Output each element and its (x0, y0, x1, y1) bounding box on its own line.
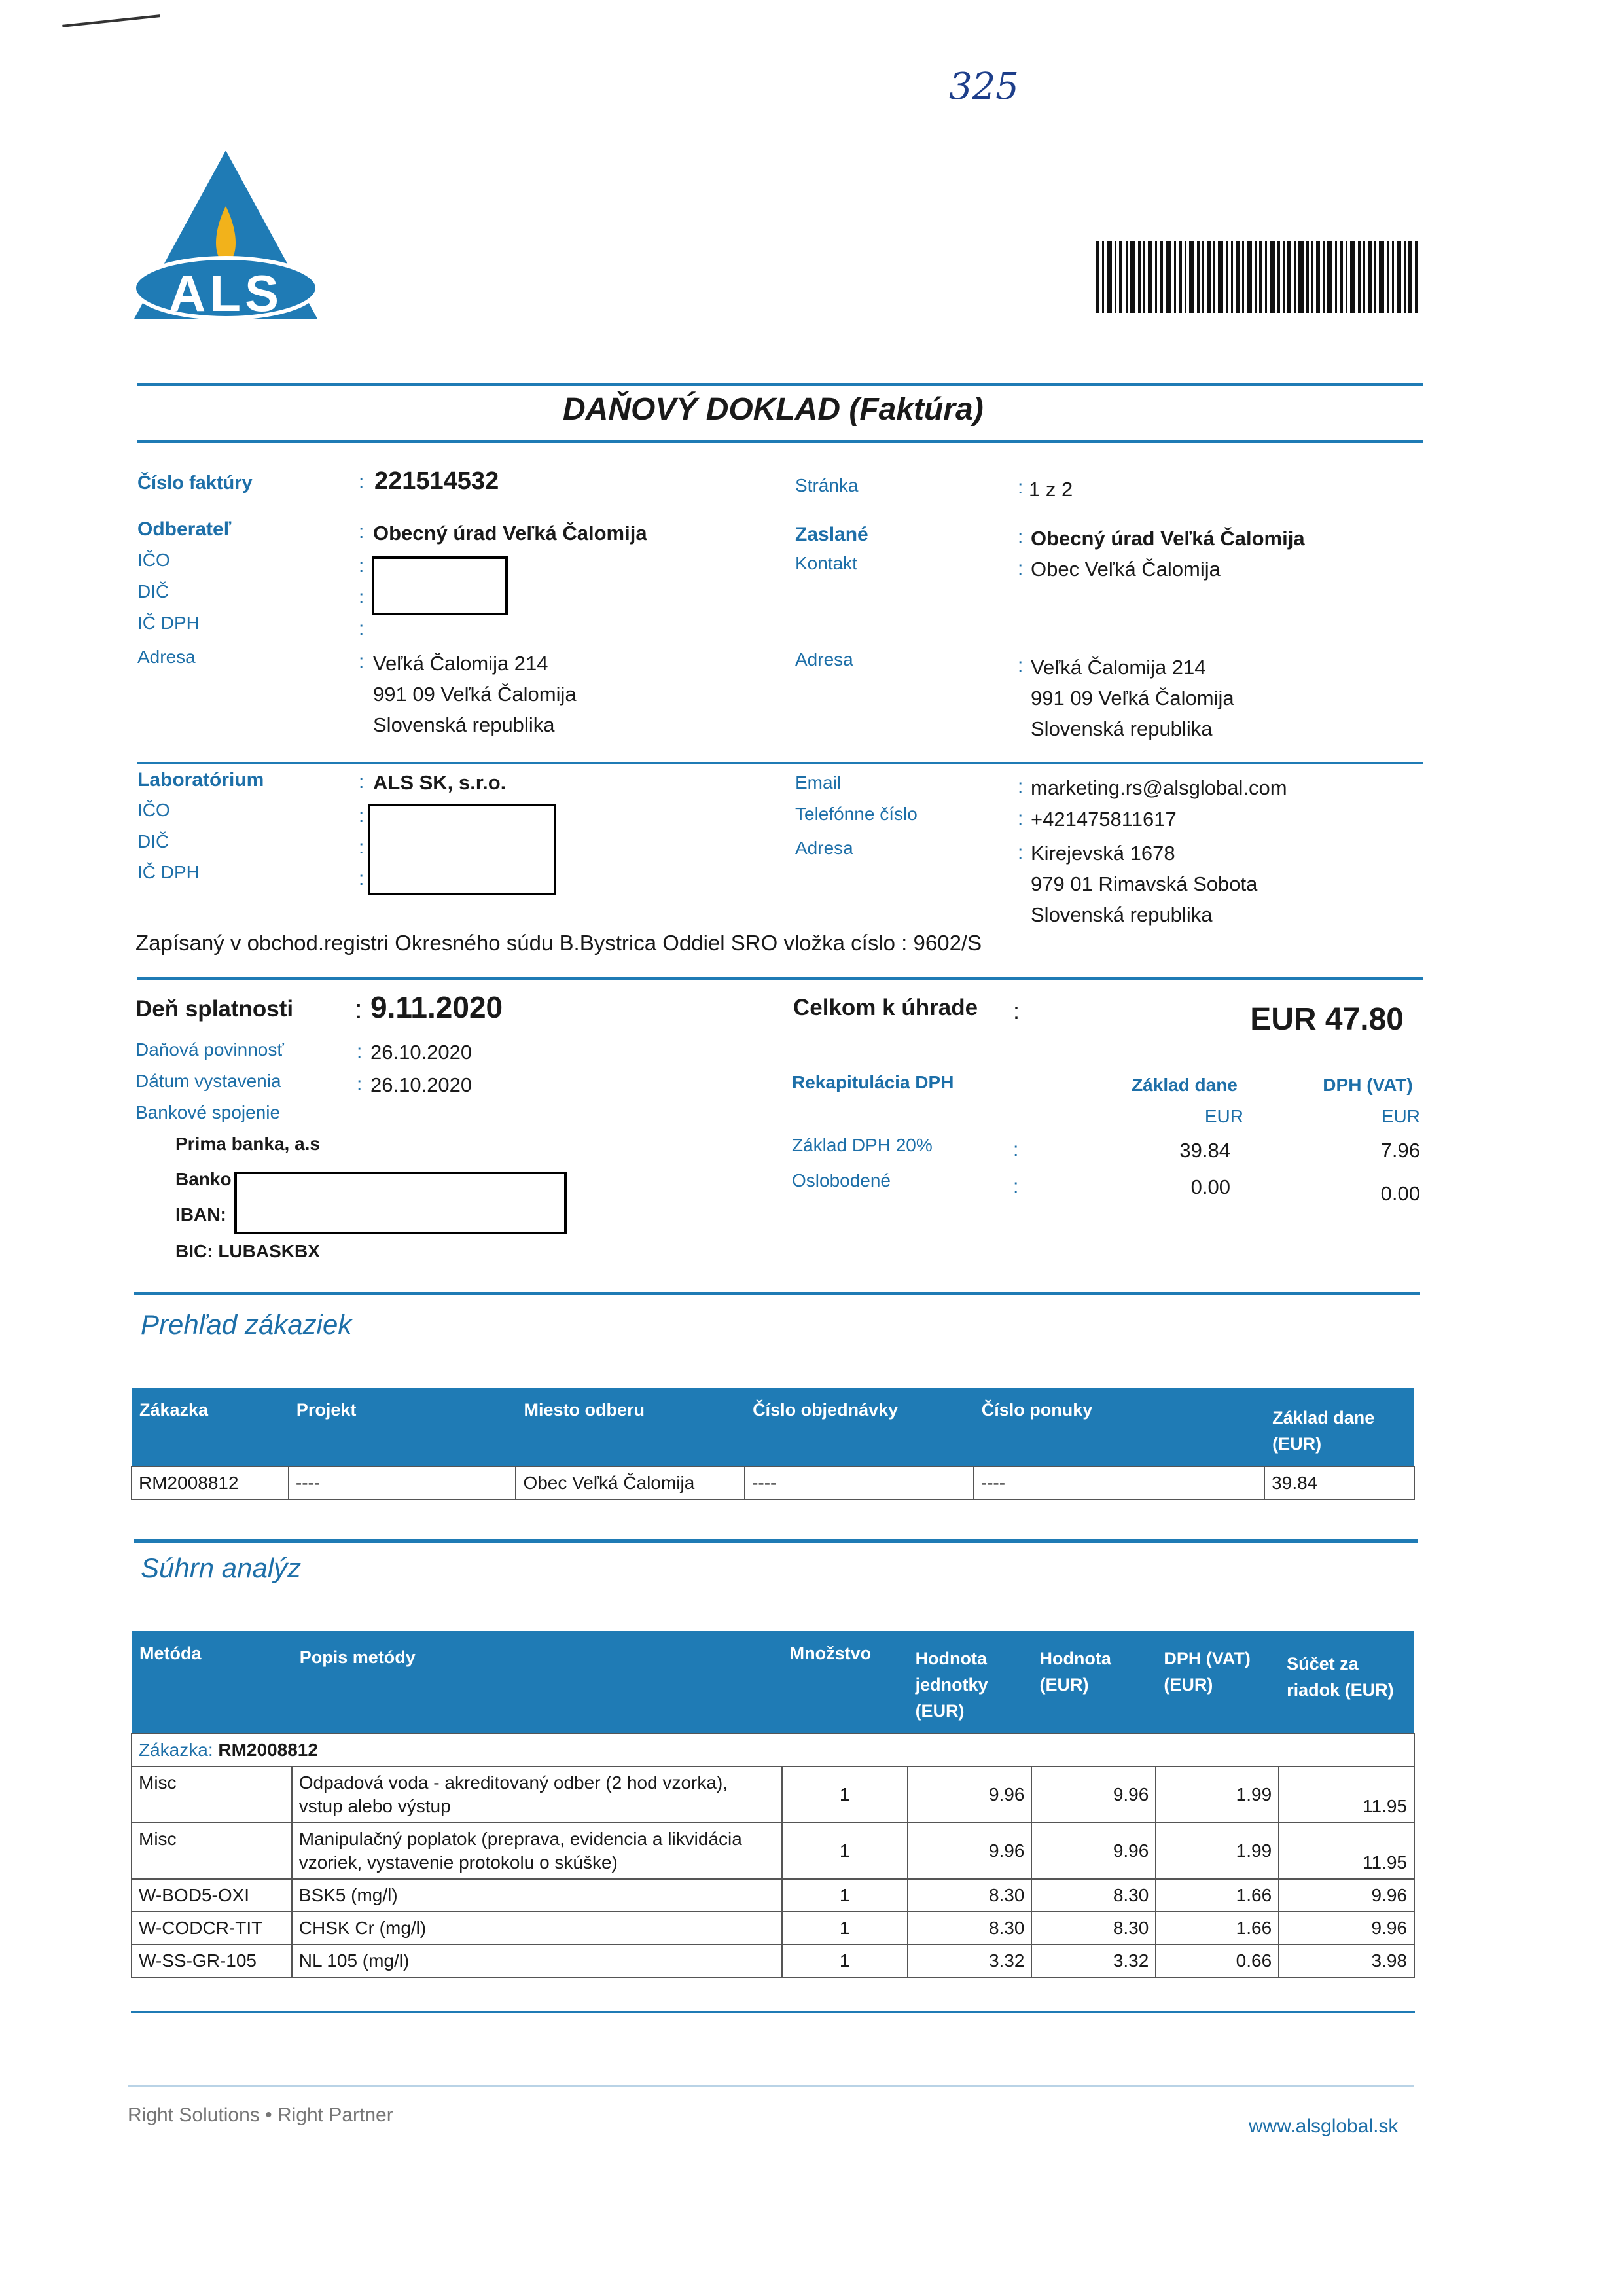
analyses-cell-method: W-BOD5-OXI (132, 1879, 292, 1912)
shipped-address-line2: 991 09 Veľká Čalomija (1031, 687, 1234, 709)
invoice-number-label: Číslo faktúry (137, 473, 253, 493)
vat-row-exempt-base: 0.00 (1190, 1175, 1230, 1198)
orders-cell-offer-number: ---- (974, 1467, 1264, 1499)
customer-ids-redacted (372, 556, 508, 615)
total-label: Celkom k úhrade (793, 995, 978, 1020)
lab-email-label: Email (795, 772, 842, 793)
analyses-cell-desc: Odpadová voda - akreditovaný odber (2 hod vzorka), vstup alebo výstup (292, 1767, 782, 1823)
analyses-group-label: Zákazka: (139, 1740, 213, 1760)
lab-phone: +421475811617 (1031, 808, 1177, 831)
vat-row-20-base: 39.84 (1179, 1139, 1230, 1162)
vat-row-20-label: Základ DPH 20% (792, 1135, 933, 1155)
analyses-cell-unit: 9.96 (908, 1823, 1032, 1879)
analyses-cell-total: 3.98 (1279, 1945, 1414, 1977)
issued-date: 26.10.2020 (370, 1073, 473, 1096)
tax-duty-label: Daňová povinnosť (135, 1039, 284, 1060)
analyses-header-method: Metóda (132, 1631, 292, 1734)
orders-header-order-number: Číslo objednávky (745, 1388, 974, 1467)
als-logo (131, 147, 321, 324)
page-title: DAŇOVÝ DOKLAD (Faktúra) (563, 392, 984, 427)
vat-row-exempt-vat: 0.00 (1380, 1182, 1420, 1205)
analyses-cell-value: 8.30 (1031, 1879, 1156, 1912)
shipped-address-label: Adresa (795, 649, 853, 670)
due-date: 9.11.2020 (370, 990, 503, 1024)
shipped-contact: Obec Veľká Čalomija (1031, 558, 1221, 581)
shipped-contact-label: Kontakt (795, 553, 857, 573)
analyses-cell-desc: BSK5 (mg/l) (292, 1879, 782, 1912)
lab-address-line2: 979 01 Rimavská Sobota (1031, 872, 1258, 895)
orders-header-order: Zákazka (132, 1388, 289, 1467)
analyses-section-rule (134, 1539, 1418, 1543)
issued-label: Dátum vystavenia (135, 1071, 281, 1091)
analyses-cell-value: 3.32 (1031, 1945, 1156, 1977)
analyses-bottom-rule (131, 2011, 1415, 2013)
analyses-cell-desc: NL 105 (mg/l) (292, 1945, 782, 1977)
orders-cell-project: ---- (289, 1467, 516, 1499)
shipped-address-line1: Veľká Čalomija 214 (1031, 656, 1206, 679)
bank-account-redacted (234, 1172, 567, 1234)
customer-address-line3: Slovenská republika (373, 713, 555, 736)
lab-phone-label: Telefónne číslo (795, 804, 918, 824)
due-date-label: Deň splatnosti (135, 996, 294, 1022)
orders-cell-location: Obec Veľká Čalomija (516, 1467, 745, 1499)
title-rule-bottom (137, 440, 1423, 443)
vat-base-header: Základ dane (1132, 1075, 1238, 1095)
vat-row-20-vat: 7.96 (1380, 1139, 1420, 1162)
analyses-cell-unit: 8.30 (908, 1912, 1032, 1945)
customer-name: Obecný úrad Veľká Čalomija (373, 522, 647, 545)
iban-label: IBAN: (175, 1204, 226, 1225)
analyses-cell-desc: CHSK Cr (mg/l) (292, 1912, 782, 1945)
analyses-header-desc: Popis metódy (292, 1631, 782, 1734)
analyses-cell-desc: Manipulačný poplatok (preprava, evidencia a likvidácia vzoriek, vystavenie protokolu o skúške) (292, 1823, 782, 1879)
lab-address-line1: Kirejevská 1678 (1031, 842, 1175, 865)
analyses-cell-unit: 3.32 (908, 1945, 1032, 1977)
analyses-cell-vat: 1.99 (1156, 1823, 1279, 1879)
analyses-cell-qty: 1 (782, 1879, 908, 1912)
lab-ico-label: IČO (137, 800, 170, 820)
orders-header-offer-number: Číslo ponuky (974, 1388, 1264, 1467)
table-row (132, 1823, 1414, 1879)
customer-ico-label: IČO (137, 550, 170, 570)
shipped-address-line3: Slovenská republika (1031, 717, 1213, 740)
vat-row-exempt-label: Oslobodené (792, 1170, 891, 1191)
analyses-cell-vat: 1.99 (1156, 1767, 1279, 1823)
analyses-cell-total: 11.95 (1279, 1767, 1414, 1823)
payment-section-rule (137, 977, 1423, 980)
table-row (132, 1767, 1414, 1823)
analyses-cell-method: Misc (132, 1823, 292, 1879)
analyses-cell-value: 9.96 (1031, 1767, 1156, 1823)
customer-dic-label: DIČ (137, 581, 169, 601)
registry-note: Zapísaný v obchod.registri Okresného súdu B.Bystrica Oddiel SRO vložka císlo : 9602/S (135, 931, 982, 955)
analyses-header-total: Súčet za riadok (EUR) (1279, 1631, 1414, 1734)
analyses-cell-value: 8.30 (1031, 1912, 1156, 1945)
vat-vat-currency: EUR (1381, 1106, 1420, 1126)
shipped-label: Zaslané (795, 524, 868, 545)
bank-name: Prima banka, a.s (175, 1134, 321, 1154)
analyses-header-value: Hodnota (EUR) (1031, 1631, 1156, 1734)
analyses-cell-vat: 1.66 (1156, 1879, 1279, 1912)
analyses-cell-total: 11.95 (1279, 1823, 1414, 1879)
orders-cell-order: RM2008812 (132, 1467, 289, 1499)
analyses-cell-vat: 0.66 (1156, 1945, 1279, 1977)
lab-label: Laboratórium (137, 769, 264, 791)
orders-title: Prehľad zákaziek (141, 1309, 352, 1340)
analyses-header-qty: Množstvo (782, 1631, 908, 1734)
table-row (132, 1879, 1414, 1912)
tax-duty-date: 26.10.2020 (370, 1041, 473, 1064)
table-row (132, 1467, 1414, 1499)
customer-address-label: Adresa (137, 647, 196, 667)
footer-rule (128, 2085, 1414, 2087)
barcode (1093, 241, 1420, 313)
analyses-cell-method: W-CODCR-TIT (132, 1912, 292, 1945)
analyses-cell-value: 9.96 (1031, 1823, 1156, 1879)
handwritten-note: 325 (949, 65, 1019, 108)
page-number: 1 z 2 (1029, 478, 1073, 501)
analyses-cell-total: 9.96 (1279, 1912, 1414, 1945)
lab-icdph-label: IČ DPH (137, 862, 200, 882)
page-label: Stránka (795, 475, 859, 495)
orders-cell-order-number: ---- (745, 1467, 974, 1499)
orders-header-base: Základ dane (EUR) (1264, 1388, 1414, 1467)
invoice-number: 221514532 (374, 467, 499, 495)
lab-name: ALS SK, s.r.o. (373, 771, 507, 794)
customer-address-line1: Veľká Čalomija 214 (373, 652, 548, 675)
bank-account-label: Banko (175, 1169, 232, 1189)
lab-address-label: Adresa (795, 838, 853, 858)
logo-text: ALS (169, 264, 283, 322)
bank-label: Bankové spojenie (135, 1102, 281, 1122)
analyses-cell-vat: 1.66 (1156, 1912, 1279, 1945)
analyses-cell-method: W-SS-GR-105 (132, 1945, 292, 1977)
orders-header-project: Projekt (289, 1388, 516, 1467)
orders-table (131, 1388, 1415, 1500)
pen-mark (62, 14, 160, 27)
analyses-cell-qty: 1 (782, 1912, 908, 1945)
table-row (132, 1912, 1414, 1945)
orders-header-location: Miesto odberu (516, 1388, 745, 1467)
analyses-cell-unit: 9.96 (908, 1767, 1032, 1823)
analyses-cell-unit: 8.30 (908, 1879, 1032, 1912)
analyses-title: Súhrn analýz (141, 1552, 302, 1583)
shipped-name: Obecný úrad Veľká Čalomija (1031, 527, 1305, 550)
customer-icdph-label: IČ DPH (137, 613, 200, 633)
analyses-cell-total: 9.96 (1279, 1879, 1414, 1912)
lab-section-rule (137, 762, 1423, 764)
analyses-header-unit: Hodnota jednotky (EUR) (908, 1631, 1032, 1734)
vat-recap-label: Rekapitulácia DPH (792, 1072, 954, 1092)
footer-slogan: Right Solutions • Right Partner (128, 2104, 393, 2126)
lab-email[interactable]: marketing.rs@alsglobal.com (1031, 776, 1287, 799)
footer-website-link[interactable]: www.alsglobal.sk (1249, 2115, 1399, 2137)
customer-label: Odberateľ (137, 518, 232, 540)
vat-base-currency: EUR (1204, 1106, 1243, 1126)
analyses-cell-qty: 1 (782, 1767, 908, 1823)
table-row (132, 1945, 1414, 1977)
customer-address-line2: 991 09 Veľká Čalomija (373, 683, 577, 706)
analyses-group-value: RM2008812 (218, 1740, 318, 1760)
lab-ids-redacted (368, 804, 556, 895)
title-rule-top (137, 383, 1423, 386)
total-amount: EUR 47.80 (1250, 1002, 1404, 1037)
orders-section-rule (134, 1292, 1420, 1295)
orders-cell-base: 39.84 (1264, 1467, 1414, 1499)
analyses-cell-method: Misc (132, 1767, 292, 1823)
analyses-table (131, 1631, 1415, 1978)
lab-address-line3: Slovenská republika (1031, 903, 1213, 926)
analyses-cell-qty: 1 (782, 1823, 908, 1879)
vat-vat-header: DPH (VAT) (1323, 1075, 1413, 1095)
analyses-cell-qty: 1 (782, 1945, 908, 1977)
analyses-header-vat: DPH (VAT) (EUR) (1156, 1631, 1279, 1734)
table-row (132, 1734, 1414, 1767)
bic: BIC: LUBASKBX (175, 1241, 320, 1261)
lab-dic-label: DIČ (137, 831, 169, 852)
